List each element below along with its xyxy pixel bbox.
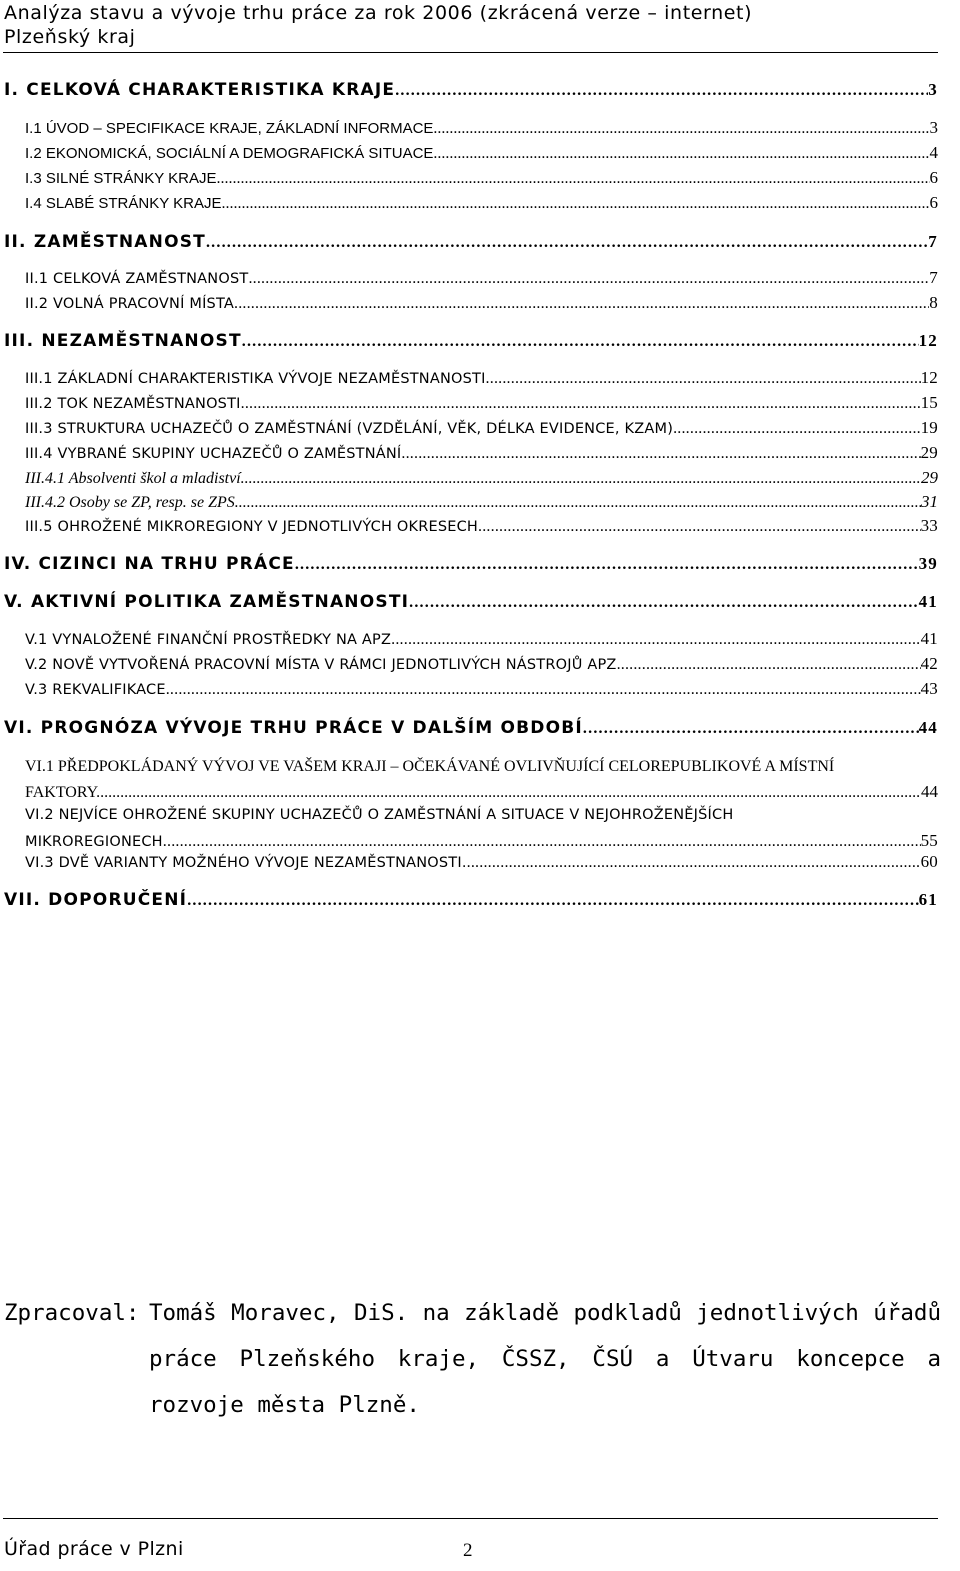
toc-entry[interactable]: [25, 168, 938, 189]
dot-leader: [100, 780, 921, 805]
dot-leader: [401, 444, 920, 464]
toc-entry[interactable]: [25, 679, 938, 700]
toc-entry-label: VI. PROGNÓZA VÝVOJE TRHU PRÁCE V DALŠÍM OBDOBÍ: [4, 718, 583, 738]
toc-entry-label: I.4 SLABÉ STRÁNKY KRAJE: [25, 195, 222, 212]
dot-leader: [235, 493, 921, 513]
dot-leader: [583, 719, 919, 739]
toc-entry-label: I.1 ÚVOD – SPECIFIKACE KRAJE, ZÁKLADNÍ INFORMACE: [25, 120, 434, 137]
toc-page-number: 29: [921, 468, 938, 487]
toc-page-number: 15: [920, 393, 938, 412]
toc-entry[interactable]: [25, 393, 938, 414]
dot-leader: [486, 369, 921, 389]
toc-entry[interactable]: [25, 443, 938, 464]
toc-entry-label: III.4.2 Osoby se ZP, resp. se ZPS: [25, 494, 235, 511]
toc-entry[interactable]: [25, 193, 938, 214]
toc-page-number: 60: [920, 852, 938, 871]
toc-entry-label: V.3 REKVALIFIKACE: [25, 682, 166, 698]
toc-entry[interactable]: [25, 468, 938, 489]
toc-entry[interactable]: [4, 80, 938, 101]
dot-leader: [166, 680, 921, 700]
document-title: Analýza stavu a vývoje trhu práce za rok 2006 (zkrácená verze – internet): [4, 2, 753, 24]
toc-page-number: 7: [929, 268, 938, 287]
toc-entry[interactable]: [4, 554, 938, 575]
toc-entry[interactable]: [4, 232, 938, 253]
toc-entry[interactable]: [25, 118, 938, 139]
dot-leader: [617, 655, 921, 675]
toc-page-number: 6: [929, 193, 938, 212]
dot-leader: [673, 419, 921, 439]
dot-leader: [242, 332, 919, 352]
dot-leader: [206, 233, 928, 253]
toc-page-number: 41: [918, 592, 938, 611]
toc-entry-label: VI.1 PŘEDPOKLÁDANÝ VÝVOJ VE VAŠEM KRAJI – OČEKÁVANÉ OVLIVŇUJÍCÍ CELOREPUBLIKOVÉ A MÍSTNÍ: [25, 758, 835, 775]
toc-page-number: 4: [929, 143, 938, 162]
dot-leader: [234, 294, 929, 314]
toc-page-number: 44: [921, 782, 938, 801]
toc-entry-label: I.3 SILNÉ STRÁNKY KRAJE: [25, 170, 217, 187]
toc-entry[interactable]: [4, 718, 938, 739]
toc-entry[interactable]: [25, 516, 938, 537]
dot-leader: [187, 891, 918, 911]
footer-office: Úřad práce v Plzni: [4, 1538, 184, 1560]
toc-entry-label: III.5 OHROŽENÉ MIKROREGIONY V JEDNOTLIVÝCH OKRESECH: [25, 519, 479, 535]
toc-entry[interactable]: [25, 293, 938, 314]
toc-page-number: 3: [929, 118, 938, 137]
toc-entry-label-cont: FAKTORY.: [25, 784, 101, 801]
page-number: 2: [463, 1540, 473, 1561]
toc-entry-label: III.4 VYBRANÉ SKUPINY UCHAZEČŮ O ZAMĚSTNÁNÍ: [25, 446, 402, 462]
toc-entry[interactable]: [25, 143, 938, 164]
toc-entry[interactable]: [25, 852, 938, 873]
toc-page-number: 43: [920, 679, 938, 698]
document-region: Plzeňský kraj: [4, 26, 136, 48]
toc-page-number: 42: [920, 654, 938, 673]
toc-entry[interactable]: [25, 418, 938, 439]
toc-page-number: 33: [920, 516, 938, 535]
toc-entry[interactable]: [25, 368, 938, 389]
toc-entry[interactable]: [4, 890, 938, 911]
toc-entry-label: III.1 ZÁKLADNÍ CHARAKTERISTIKA VÝVOJE NEZAMĚSTNANOSTI: [25, 371, 486, 387]
dot-leader: [467, 853, 921, 873]
toc-entry[interactable]: [25, 654, 938, 675]
toc-page-number: 12: [920, 368, 938, 387]
dot-leader: [433, 144, 929, 164]
toc-page-number: 7: [928, 232, 938, 251]
toc-page-number: 55: [920, 831, 938, 850]
footer-rule: [3, 1518, 938, 1519]
toc-page-number: 31: [921, 492, 938, 511]
toc-entry-label: III. NEZAMĚSTNANOST: [4, 331, 242, 351]
toc-entry-label: VI.3 DVĚ VARIANTY MOŽNÉHO VÝVOJE NEZAMĚSTNANOSTI.: [25, 855, 467, 871]
prepared-by-label: Zpracoval:: [4, 1300, 140, 1326]
toc-entry-label: VI.2 NEJVÍCE OHROŽENÉ SKUPINY UCHAZEČŮ O ZAMĚSTNÁNÍ A SITUACE V NEJOHROŽENĚJŠÍCH: [25, 807, 734, 823]
toc-entry-label: I.2 EKONOMICKÁ, SOCIÁLNÍ A DEMOGRAFICKÁ SITUACE: [25, 145, 434, 162]
toc-page-number: 41: [920, 629, 938, 648]
toc-page-number: 6: [929, 168, 938, 187]
dot-leader: [478, 517, 921, 537]
toc-page-number: 19: [920, 418, 938, 437]
dot-leader: [241, 394, 921, 414]
dot-leader: [216, 169, 929, 189]
dot-leader: [163, 829, 921, 854]
toc-page-number: 61: [918, 890, 938, 909]
toc-entry-label: II. ZAMĚSTNANOST: [4, 232, 206, 252]
dot-leader: [395, 81, 928, 101]
toc-page-number: 3: [928, 80, 938, 99]
prepared-by-text: Tomáš Moravec, DiS. na základě podkladů jednotlivých úřadů práce Plzeňského kraje, ČSSZ, ČSÚ a Útvaru koncepce a rozvoje města Plzně.: [149, 1300, 941, 1418]
toc-entry-label-cont: MIKROREGIONECH: [25, 834, 163, 850]
toc-entry[interactable]: [25, 803, 938, 855]
toc-page-number: 12: [918, 331, 938, 350]
toc-page-number: 39: [918, 554, 938, 573]
dot-leader: [221, 194, 929, 214]
toc-entry-label: III.2 TOK NEZAMĚSTNANOSTI: [25, 396, 241, 412]
toc-entry-label: II.2 VOLNÁ PRACOVNÍ MÍSTA: [25, 296, 234, 312]
dot-leader: [433, 119, 929, 139]
toc-entry-label: V.1 VYNALOŽENÉ FINANČNÍ PROSTŘEDKY NA APZ: [25, 632, 392, 648]
toc-entry-label: II.1 CELKOVÁ ZAMĚSTNANOST: [25, 271, 249, 287]
toc-page-number: 44: [918, 718, 938, 737]
toc-entry-label: III.3 STRUKTURA UCHAZEČŮ O ZAMĚSTNÁNÍ (VZDĚLÁNÍ, VĚK, DÉLKA EVIDENCE, KZAM): [25, 421, 674, 437]
toc-entry[interactable]: [25, 492, 938, 513]
dot-leader: [241, 469, 921, 489]
toc-entry[interactable]: [4, 592, 938, 613]
toc-entry[interactable]: [4, 331, 938, 352]
toc-entry-label: VII. DOPORUČENÍ: [4, 890, 188, 910]
toc-entry-label: V.2 NOVĚ VYTVOŘENÁ PRACOVNÍ MÍSTA V RÁMCI JEDNOTLIVÝCH NÁSTROJŮ APZ: [25, 657, 617, 673]
dot-leader: [295, 555, 919, 575]
toc-entry[interactable]: [25, 754, 938, 805]
dot-leader: [248, 269, 929, 289]
toc-entry-label: V. AKTIVNÍ POLITIKA ZAMĚSTNANOSTI: [4, 592, 410, 612]
toc-entry-label: IV. CIZINCI NA TRHU PRÁCE: [4, 554, 295, 574]
toc-entry-label: III.4.1 Absolventi škol a mladiství: [25, 470, 241, 487]
toc-page-number: 8: [929, 293, 938, 312]
toc-entry[interactable]: [25, 629, 938, 650]
toc-entry[interactable]: [25, 268, 938, 289]
header-rule: [3, 52, 938, 53]
dot-leader: [391, 630, 920, 650]
toc-page-number: 29: [920, 443, 938, 462]
toc-entry-label: I. CELKOVÁ CHARAKTERISTIKA KRAJE: [4, 80, 396, 100]
dot-leader: [409, 593, 918, 613]
